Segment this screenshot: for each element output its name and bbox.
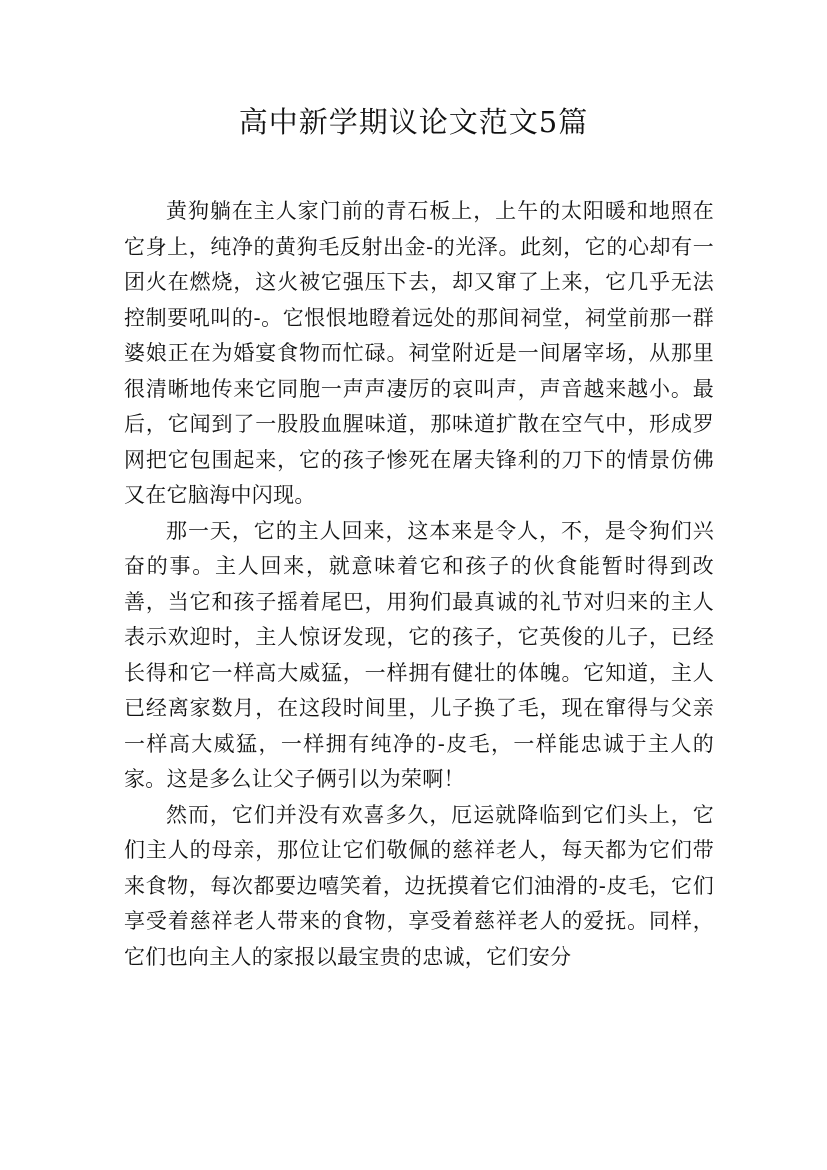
paragraph-2: 那一天，它的主人回来，这本来是令人，不，是令狗们兴奋的事。主人回来，就意味着它和孩子的伙食能暂时得到改善，当它和孩子摇着尾巴，用狗们最真诚的礼节对归来的主人表示欢迎时，主人惊讶发现，它的孩子，它英俊的儿子，已经长得和它一样高大威猛，一样拥有健壮的体魄。它知道，主人已经离家数月，在这段时间里，儿子换了毛，现在窜得与父亲一样高大威猛，一样拥有纯净的-皮毛，一样能忠诚于主人的家。这是多么让父子俩引以为荣啊！ bbox=[124, 518, 714, 791]
page-title: 高中新学期议论文范文5篇 bbox=[238, 105, 589, 139]
article-body bbox=[124, 194, 714, 975]
paragraph-3: 然而，它们并没有欢喜多久，厄运就降临到它们头上，它们主人的母亲，那位让它们敬佩的慈祥老人，每天都为它们带来食物，每次都要边嘻笑着，边抚摸着它们油滑的-皮毛，它们享受着慈祥老人带来的食物，享受着慈祥老人的爱抚。同样，它们也向主人的家报以最宝贵的忠诚，它们安分 bbox=[124, 802, 714, 969]
paragraph-1: 黄狗躺在主人家门前的青石板上，上午的太阳暖和地照在它身上，纯净的黄狗毛反射出金-的光泽。此刻，它的心却有一团火在燃烧，这火被它强压下去，却又窜了上来，它几乎无法控制要吼叫的-。它恨恨地瞪着远处的那间祠堂，祠堂前那一群婆娘正在为婚宴食物而忙碌。祠堂附近是一间屠宰场，从那里很清晰地传来它同胞一声声凄厉的哀叫声，声音越来越小。最后，它闻到了一股股血腥味道，那味道扩散在空气中，形成罗网把它包围起来，它的孩子惨死在屠夫锋利的刀下的情景仿佛又在它脑海中闪现。 bbox=[124, 199, 714, 507]
